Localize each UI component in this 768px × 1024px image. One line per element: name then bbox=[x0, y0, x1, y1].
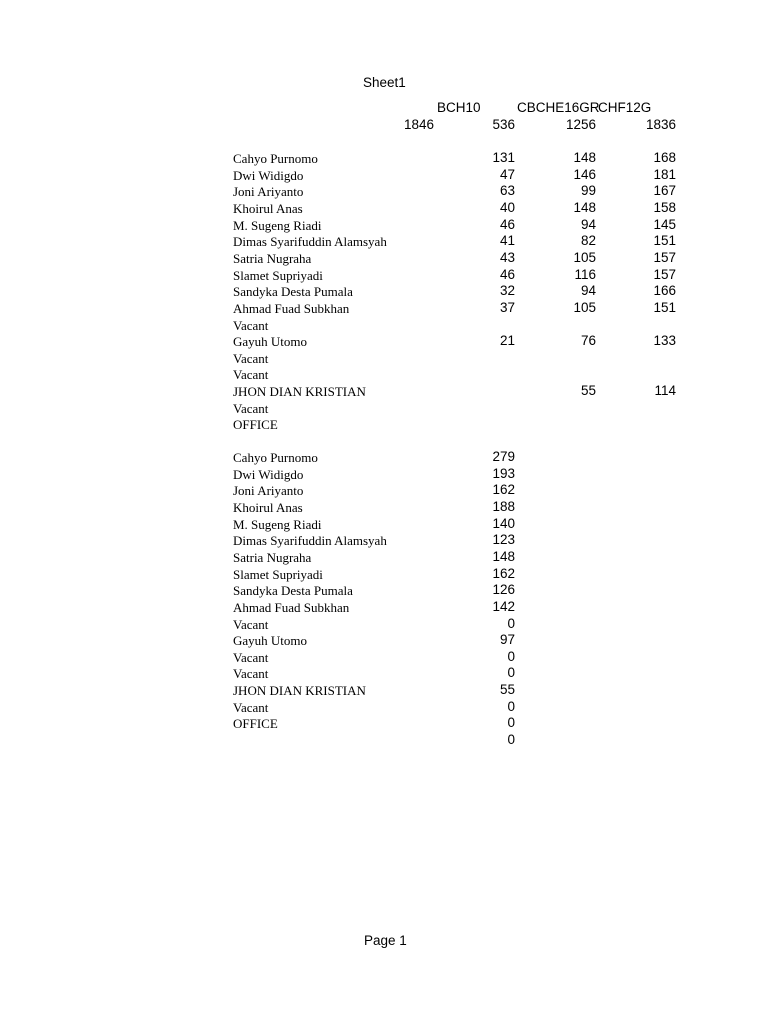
table-1-value: 94 bbox=[580, 216, 596, 232]
table-2-total: 0 bbox=[507, 615, 515, 631]
table-2-name: Vacant bbox=[233, 649, 269, 665]
table-2-name: M. Sugeng Riadi bbox=[233, 516, 322, 532]
table-1-name: Sandyka Desta Pumala bbox=[233, 284, 353, 300]
table-1-name: M. Sugeng Riadi bbox=[233, 217, 322, 233]
table-1-value: 105 bbox=[573, 249, 596, 265]
table-1-name: Dimas Syarifuddin Alamsyah bbox=[233, 234, 387, 250]
table-2-total: 162 bbox=[492, 565, 515, 581]
table-2-total: 188 bbox=[492, 498, 515, 514]
table-1-name: Ahmad Fuad Subkhan bbox=[233, 300, 350, 316]
table-2-total: 142 bbox=[492, 598, 515, 614]
table-1-value: 63 bbox=[499, 183, 515, 199]
table-1-name: Gayuh Utomo bbox=[233, 334, 308, 350]
table-2-name: Vacant bbox=[233, 616, 269, 632]
table-1-value: 94 bbox=[580, 283, 596, 299]
table-1-value: 146 bbox=[573, 166, 596, 182]
header-total-2: 536 bbox=[492, 117, 515, 132]
table-1-name: Khoirul Anas bbox=[233, 200, 303, 216]
table-2-total: 162 bbox=[492, 482, 515, 498]
table-1-value: 116 bbox=[574, 266, 596, 282]
table-2-total: 0 bbox=[507, 648, 515, 664]
table-1-value: 37 bbox=[499, 299, 515, 315]
table-1-value: 133 bbox=[653, 333, 676, 349]
table-2-name: Vacant bbox=[233, 699, 269, 715]
table-1-name: Joni Ariyanto bbox=[233, 184, 304, 200]
table-1-name: JHON DIAN KRISTIAN bbox=[233, 384, 366, 400]
header-code-1: BCH10 bbox=[437, 100, 481, 115]
table-1-value: 40 bbox=[499, 199, 515, 215]
table-2-name: Gayuh Utomo bbox=[233, 633, 308, 649]
table-2-total: 148 bbox=[492, 548, 515, 564]
table-2-total: 97 bbox=[499, 632, 515, 648]
table-2-name: Ahmad Fuad Subkhan bbox=[233, 599, 350, 615]
header-total-4: 1836 bbox=[645, 117, 676, 132]
table-2-total: 0 bbox=[507, 698, 515, 714]
table-1-value: 43 bbox=[499, 249, 515, 265]
table-2-name: OFFICE bbox=[233, 716, 278, 732]
table-1-value: 46 bbox=[499, 266, 515, 282]
table-1-value: 114 bbox=[654, 383, 676, 399]
table-1-value: 21 bbox=[499, 333, 515, 349]
table-2-total: 126 bbox=[492, 582, 515, 598]
table-2-total: 0 bbox=[507, 665, 515, 681]
table-1-name: Cahyo Purnomo bbox=[233, 151, 318, 166]
table-1-value: 55 bbox=[580, 383, 596, 399]
table-2-total: 123 bbox=[492, 532, 515, 548]
sheet-title: Sheet1 bbox=[363, 75, 406, 90]
table-1-value: 76 bbox=[580, 333, 596, 349]
table-2-total: 55 bbox=[499, 682, 515, 698]
header-total-3: 1256 bbox=[565, 117, 596, 132]
table-1-name: Slamet Supriyadi bbox=[233, 267, 323, 283]
table-1-name: Vacant bbox=[233, 400, 269, 416]
table-1-value: 145 bbox=[653, 216, 676, 232]
table-1-value: 82 bbox=[580, 233, 596, 249]
table-2-name: Satria Nugraha bbox=[233, 549, 312, 565]
table-1-value: 148 bbox=[573, 199, 596, 215]
table-2-total: 279 bbox=[492, 449, 515, 464]
table-2-final-total: 0 bbox=[507, 732, 515, 747]
table-1-name: Vacant bbox=[233, 317, 269, 333]
table-1-value: 99 bbox=[580, 183, 596, 199]
table-2-name: Slamet Supriyadi bbox=[233, 566, 323, 582]
table-2-name: Dimas Syarifuddin Alamsyah bbox=[233, 533, 387, 549]
table-1-value: 157 bbox=[653, 266, 676, 282]
table-2-name: Vacant bbox=[233, 666, 269, 682]
table-1-value: 166 bbox=[653, 283, 676, 299]
table-1-value: 151 bbox=[653, 233, 676, 249]
table-1-name: OFFICE bbox=[233, 417, 278, 433]
table-1-value: 46 bbox=[499, 216, 515, 232]
table-2-total: 140 bbox=[492, 515, 515, 531]
table-1-name: Dwi Widigdo bbox=[233, 167, 304, 183]
table-2-name: JHON DIAN KRISTIAN bbox=[233, 683, 366, 699]
table-2-total: 193 bbox=[492, 465, 515, 481]
table-1-value: 167 bbox=[653, 183, 676, 199]
table-1-value: 157 bbox=[653, 249, 676, 265]
table-1-value: 47 bbox=[499, 166, 515, 182]
table-1-name: Vacant bbox=[233, 350, 269, 366]
table-1-value: 151 bbox=[653, 299, 676, 315]
table-1-name: Vacant bbox=[233, 367, 269, 383]
table-1-value: 158 bbox=[653, 199, 676, 215]
table-1-value: 32 bbox=[499, 283, 515, 299]
table-1-value: 181 bbox=[653, 166, 676, 182]
table-2-total: 0 bbox=[507, 715, 515, 731]
header-total-1: 1846 bbox=[403, 117, 434, 132]
table-2-name: Khoirul Anas bbox=[233, 499, 303, 515]
page-footer: Page 1 bbox=[364, 933, 407, 948]
header-code-3: CHF12G bbox=[598, 100, 652, 115]
table-1-value: 41 bbox=[499, 233, 515, 249]
table-1-value: 131 bbox=[492, 150, 515, 165]
table-2-name: Joni Ariyanto bbox=[233, 483, 304, 499]
table-1-value: 168 bbox=[653, 150, 676, 165]
header-code-2: CBCHE16GR bbox=[517, 100, 600, 115]
table-1-name: Satria Nugraha bbox=[233, 250, 312, 266]
table-2-name: Cahyo Purnomo bbox=[233, 450, 318, 465]
table-1-value: 148 bbox=[573, 150, 596, 165]
table-1-value: 105 bbox=[573, 299, 596, 315]
table-2-name: Dwi Widigdo bbox=[233, 466, 304, 482]
table-2-name: Sandyka Desta Pumala bbox=[233, 583, 353, 599]
